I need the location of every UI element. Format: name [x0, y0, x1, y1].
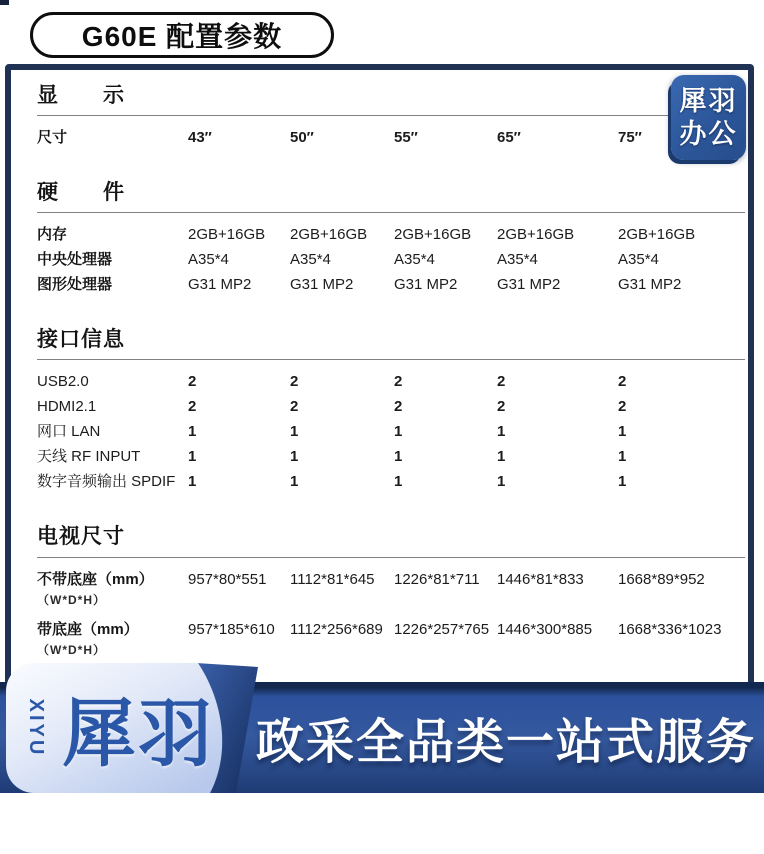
spec-value: A35*4: [618, 251, 659, 269]
row-label: 尺寸: [37, 129, 68, 147]
spec-value: 957*80*551: [188, 570, 267, 588]
section-divider: [37, 115, 745, 116]
page-title-text: G60E 配置参数: [81, 21, 283, 52]
spec-value: G31 MP2: [618, 276, 682, 294]
spec-value: 2: [618, 398, 627, 416]
spec-row: [37, 222, 745, 247]
spec-sheet: [5, 64, 754, 694]
row-label: 天线 RF INPUT: [37, 448, 141, 466]
section-divider: [37, 212, 745, 213]
row-label: 中央处理器: [37, 251, 113, 269]
section-divider: [37, 557, 745, 558]
spec-value: 1446*300*885: [497, 620, 593, 638]
brand-name-cn: 犀羽: [62, 692, 214, 775]
spec-value: 2: [394, 398, 403, 416]
spec-value: 1: [497, 473, 506, 491]
spec-value: 2: [188, 373, 197, 391]
page-title: [30, 12, 334, 58]
spec-section: [37, 181, 745, 297]
row-label: 内存: [37, 226, 68, 244]
spec-row: [37, 419, 745, 444]
spec-value: 2: [290, 373, 299, 391]
spec-value: G31 MP2: [394, 276, 458, 294]
row-label: 网口 LAN: [37, 423, 101, 441]
spec-value: 1: [618, 473, 627, 491]
spec-value: 2GB+16GB: [290, 226, 368, 244]
spec-value: 43″: [188, 129, 212, 147]
banner-slogan: 政采全品类一站式服务: [256, 716, 757, 769]
spec-value: A35*4: [497, 251, 538, 269]
spec-value: 2: [497, 373, 506, 391]
section-heading: 硬 件: [37, 181, 125, 205]
spec-value: G31 MP2: [290, 276, 354, 294]
spec-value: 2GB+16GB: [618, 226, 696, 244]
spec-value: 75″: [618, 129, 642, 147]
spec-value: 2: [497, 398, 506, 416]
row-label: 图形处理器: [37, 276, 113, 294]
spec-row: [37, 567, 745, 608]
spec-value: 65″: [497, 129, 521, 147]
row-label: 不带底座（mm） （W*D*H）: [37, 567, 188, 608]
spec-row: [37, 444, 745, 469]
spec-value: 1446*81*833: [497, 570, 584, 588]
spec-value: 957*185*610: [188, 620, 275, 638]
spec-section: [37, 84, 745, 150]
spec-value: 1: [394, 473, 403, 491]
row-label: HDMI2.1: [37, 398, 97, 416]
spec-value: 2: [188, 398, 197, 416]
spec-value: G31 MP2: [188, 276, 252, 294]
row-sublabel: （W*D*H）: [37, 592, 106, 607]
spec-value: 1: [290, 423, 299, 441]
spec-value: 1: [394, 423, 403, 441]
brand-badge-line2: 办公: [679, 118, 738, 150]
spec-row: [37, 272, 745, 297]
spec-value: 1: [618, 448, 627, 466]
spec-row: [37, 369, 745, 394]
spec-value: G31 MP2: [497, 276, 561, 294]
spec-value: A35*4: [188, 251, 229, 269]
spec-row: [37, 394, 745, 419]
spec-value: 55″: [394, 129, 418, 147]
spec-value: 1: [290, 473, 299, 491]
spec-row: [37, 125, 745, 150]
section-heading: 电视尺寸: [37, 525, 125, 549]
spec-table: [37, 84, 745, 658]
spec-value: 2: [618, 373, 627, 391]
scan-artifact: [0, 0, 9, 5]
row-sublabel: （W*D*H）: [37, 642, 106, 657]
spec-value: 1226*257*765: [394, 620, 490, 638]
section-heading: 显 示: [37, 84, 125, 107]
brand-name-en: XIYU: [25, 698, 48, 758]
spec-value: 2GB+16GB: [497, 226, 575, 244]
spec-value: 1112*81*645: [290, 570, 375, 588]
spec-value: A35*4: [394, 251, 435, 269]
spec-section: [37, 525, 745, 657]
spec-value: 1: [497, 448, 506, 466]
spec-row: [37, 617, 745, 658]
spec-value: 1: [497, 423, 506, 441]
spec-value: 50″: [290, 129, 314, 147]
section-heading: 接口信息: [37, 328, 125, 352]
spec-section: [37, 328, 745, 494]
spec-value: 2: [290, 398, 299, 416]
spec-value: 1: [290, 448, 299, 466]
spec-value: 1: [618, 423, 627, 441]
row-label: USB2.0: [37, 373, 89, 391]
spec-value: 1: [188, 473, 197, 491]
spec-row: [37, 469, 745, 494]
spec-value: 1112*256*689: [290, 620, 383, 638]
spec-value: A35*4: [290, 251, 331, 269]
brand-badge-line1: 犀羽: [679, 85, 738, 117]
spec-value: 2GB+16GB: [394, 226, 472, 244]
spec-value: 2GB+16GB: [188, 226, 266, 244]
brand-badge: [671, 75, 746, 160]
spec-value: 1: [188, 448, 197, 466]
spec-value: 2: [394, 373, 403, 391]
spec-value: 1: [188, 423, 197, 441]
row-label: 数字音频输出 SPDIF: [37, 473, 176, 491]
section-divider: [37, 359, 745, 360]
spec-value: 1668*89*952: [618, 570, 705, 588]
spec-value: 1668*336*1023: [618, 620, 722, 638]
spec-row: [37, 247, 745, 272]
row-label: 带底座（mm） （W*D*H）: [37, 617, 188, 658]
spec-value: 1226*81*711: [394, 570, 480, 588]
spec-value: 1: [394, 448, 403, 466]
